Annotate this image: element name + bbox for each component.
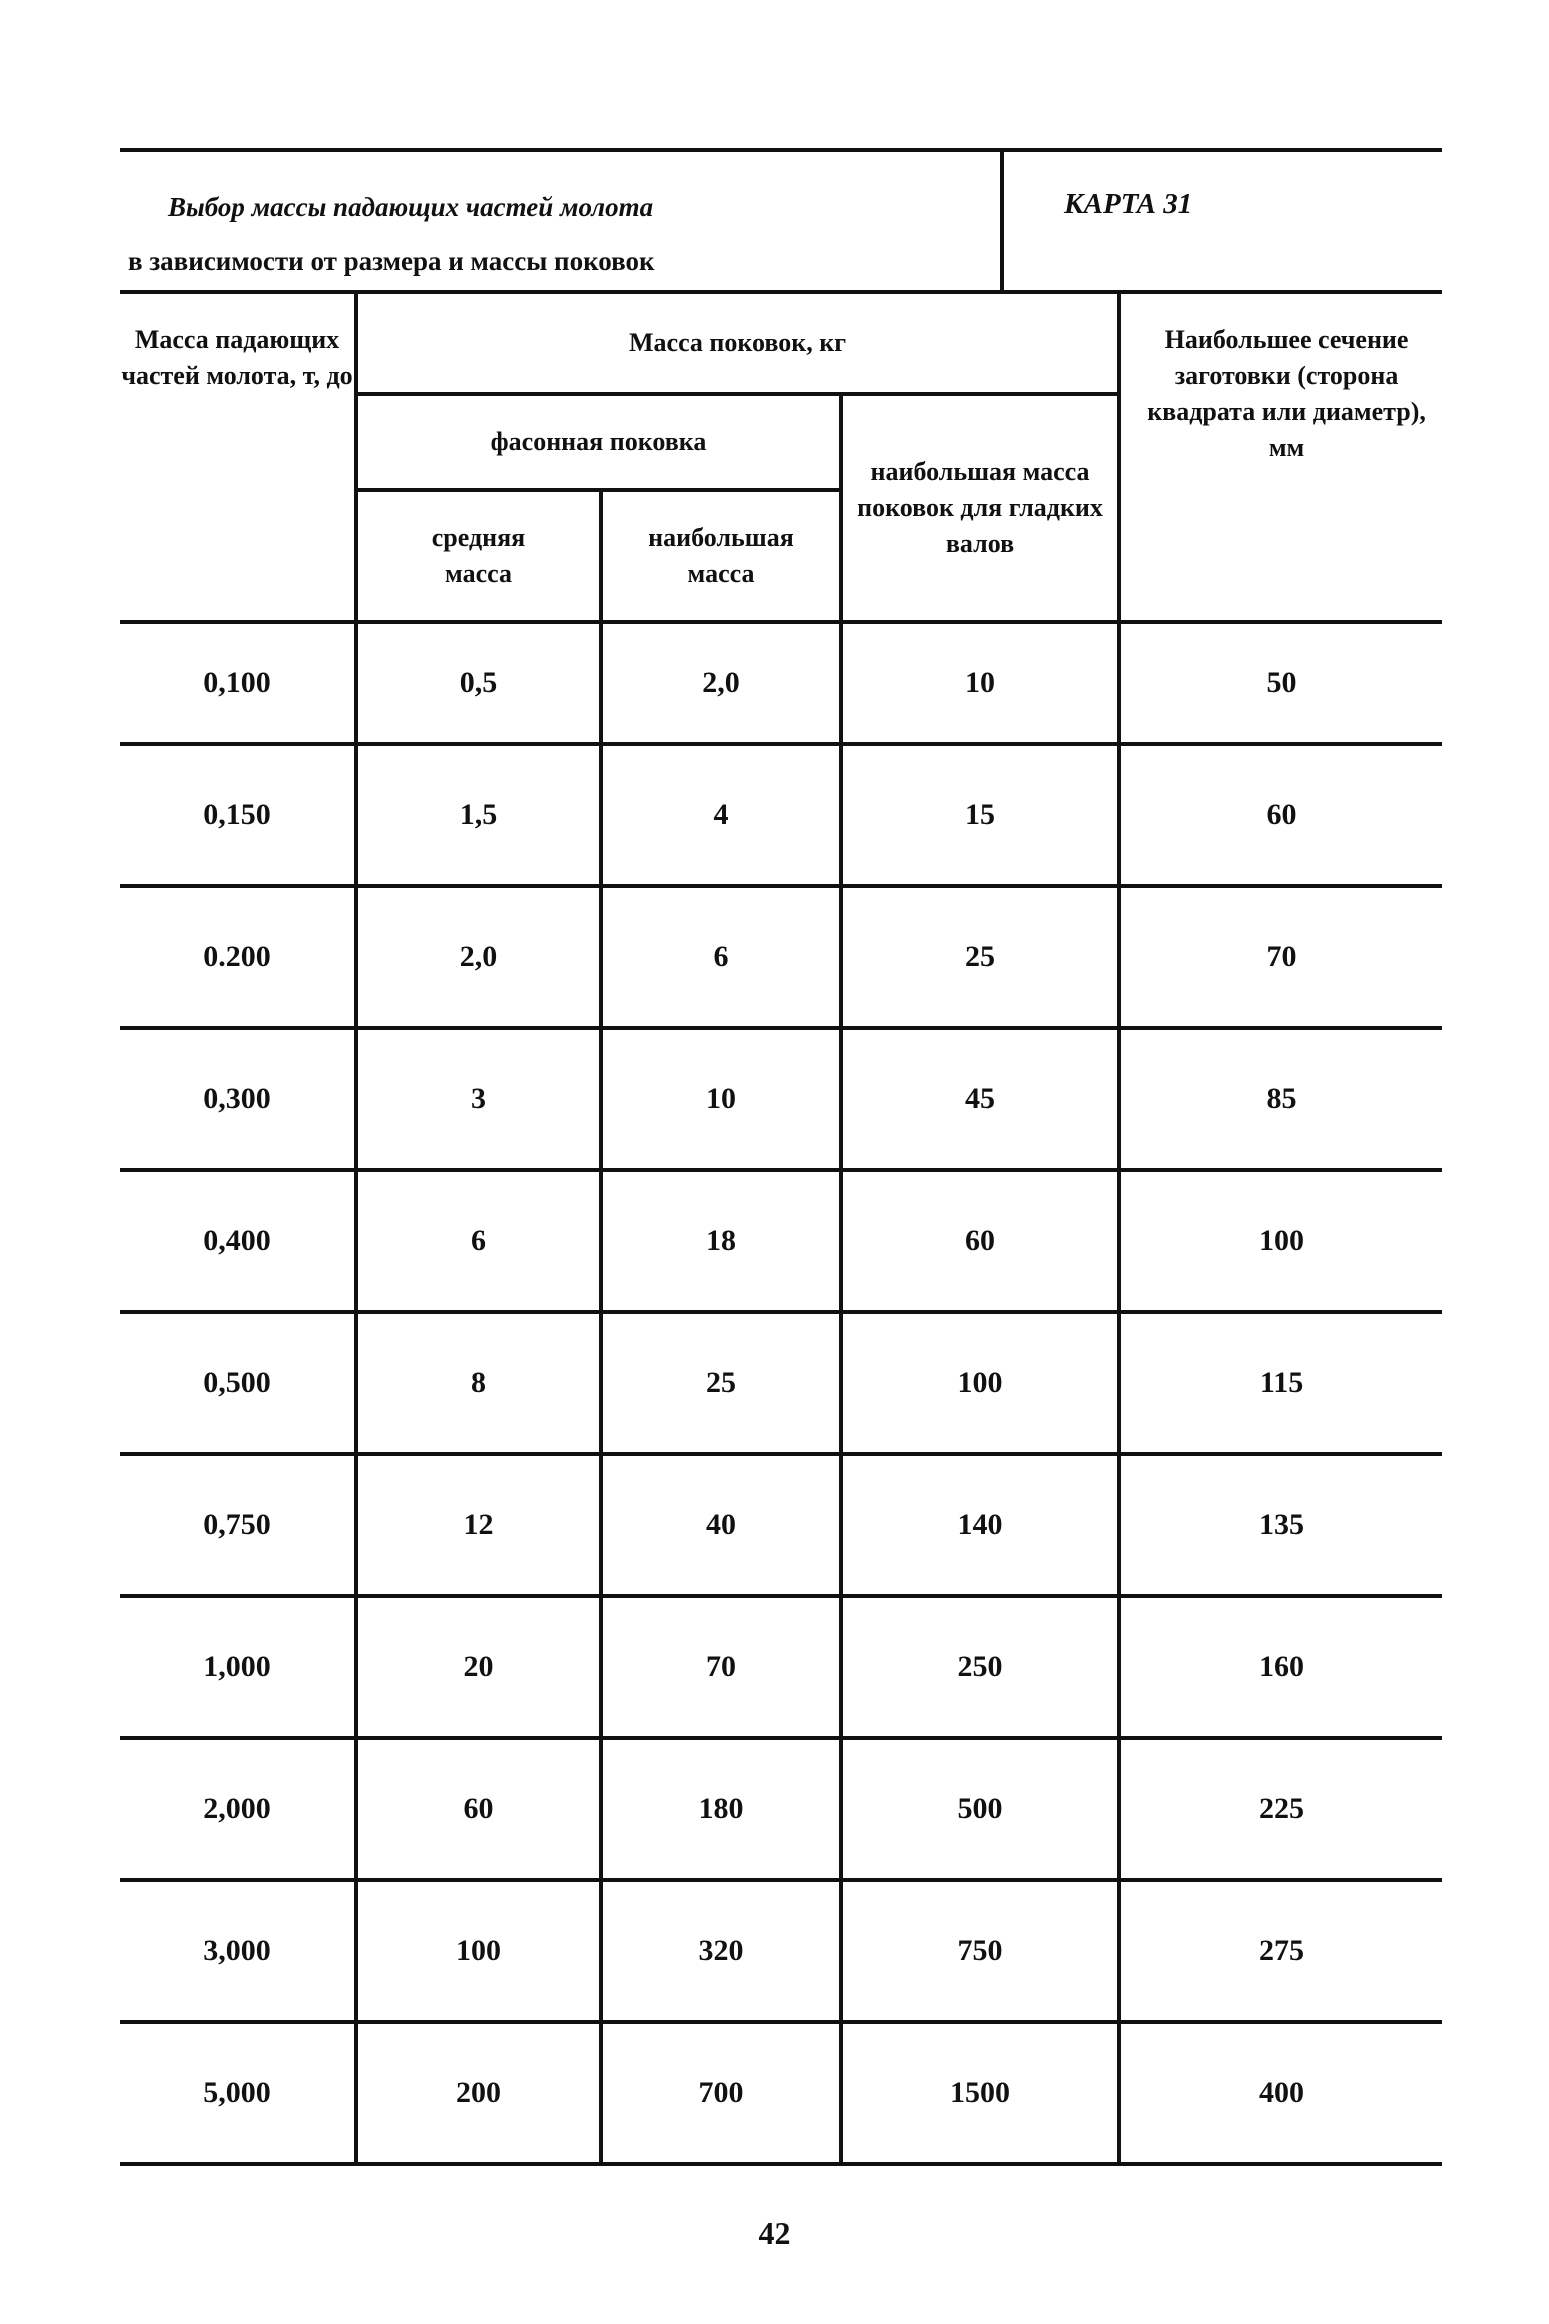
cell-average-mass: 6 [356, 1170, 601, 1312]
cell-average-mass: 60 [356, 1738, 601, 1880]
cell-largest-mass: 2,0 [601, 622, 841, 744]
cell-largest-mass: 40 [601, 1454, 841, 1596]
cell-largest-section: 50 [1119, 622, 1442, 744]
table-row [120, 886, 1442, 1028]
cell-largest-section: 400 [1119, 2022, 1442, 2164]
cell-largest-mass: 4 [601, 744, 841, 886]
card-number: КАРТА 31 [1064, 188, 1193, 220]
cell-average-mass: 20 [356, 1596, 601, 1738]
cell-average-mass: 3 [356, 1028, 601, 1170]
cell-largest-section: 85 [1119, 1028, 1442, 1170]
cell-largest-section: 70 [1119, 886, 1442, 1028]
cell-average-mass: 1,5 [356, 744, 601, 886]
table-row [120, 1454, 1442, 1596]
title-line-1: Выбор массы падающих частей молота [168, 192, 654, 222]
cell-smooth-shaft-mass: 140 [841, 1454, 1119, 1596]
table-row [120, 1028, 1442, 1170]
cell-average-mass: 100 [356, 1880, 601, 2022]
cell-smooth-shaft-mass: 45 [841, 1028, 1119, 1170]
cell-hammer-mass: 5,000 [120, 2022, 356, 2164]
cell-smooth-shaft-mass: 60 [841, 1170, 1119, 1312]
cell-smooth-shaft-mass: 15 [841, 744, 1119, 886]
cell-largest-mass: 6 [601, 886, 841, 1028]
cell-smooth-shaft-mass: 250 [841, 1596, 1119, 1738]
cell-hammer-mass: 0.200 [120, 886, 356, 1028]
cell-largest-section: 115 [1119, 1312, 1442, 1454]
cell-largest-mass: 25 [601, 1312, 841, 1454]
header-forging-mass: Масса поковок, кг [356, 294, 1119, 394]
cell-average-mass: 12 [356, 1454, 601, 1596]
cell-largest-mass: 70 [601, 1596, 841, 1738]
table-row [120, 1596, 1442, 1738]
cell-largest-mass: 180 [601, 1738, 841, 1880]
cell-hammer-mass: 0,400 [120, 1170, 356, 1312]
cell-average-mass: 2,0 [356, 886, 601, 1028]
cell-largest-section: 275 [1119, 1880, 1442, 2022]
title-line-2: в зависимости от размера и массы поковок [128, 246, 655, 276]
header-largest-mass: наибольшая масса [601, 490, 841, 622]
cell-smooth-shaft-mass: 25 [841, 886, 1119, 1028]
table-row [120, 1880, 1442, 2022]
cell-average-mass: 200 [356, 2022, 601, 2164]
table-row [120, 1738, 1442, 1880]
table-row [120, 2022, 1442, 2164]
table-row [120, 1170, 1442, 1312]
cell-hammer-mass: 0,150 [120, 744, 356, 886]
table-header-block [120, 148, 1442, 294]
page-number: 42 [758, 2215, 791, 2251]
header-shaped-forging: фасонная поковка [356, 394, 841, 490]
table-row [120, 744, 1442, 886]
cell-largest-mass: 320 [601, 1880, 841, 2022]
cell-smooth-shaft-mass: 1500 [841, 2022, 1119, 2164]
table-row [120, 622, 1442, 744]
table-body [120, 622, 1442, 2164]
document-page [120, 148, 1442, 2166]
table-title [120, 152, 1004, 290]
cell-largest-section: 60 [1119, 744, 1442, 886]
header-largest-smooth-shafts: наибольшая масса поковок для гладких валов [841, 394, 1119, 622]
cell-average-mass: 0,5 [356, 622, 601, 744]
cell-largest-section: 100 [1119, 1170, 1442, 1312]
cell-hammer-mass: 0,100 [120, 622, 356, 744]
header-largest-section: Наибольшее сечение заготовки (сторона квадрата или диаметр), мм [1119, 294, 1442, 622]
cell-hammer-mass: 0,300 [120, 1028, 356, 1170]
cell-hammer-mass: 2,000 [120, 1738, 356, 1880]
cell-hammer-mass: 0,500 [120, 1312, 356, 1454]
header-hammer-mass: Масса падающих частей молота, т, до [120, 294, 356, 622]
cell-smooth-shaft-mass: 500 [841, 1738, 1119, 1880]
cell-hammer-mass: 0,750 [120, 1454, 356, 1596]
cell-largest-section: 225 [1119, 1738, 1442, 1880]
cell-smooth-shaft-mass: 100 [841, 1312, 1119, 1454]
cell-average-mass: 8 [356, 1312, 601, 1454]
table-row [120, 1312, 1442, 1454]
cell-hammer-mass: 3,000 [120, 1880, 356, 2022]
cell-largest-mass: 700 [601, 2022, 841, 2164]
cell-smooth-shaft-mass: 10 [841, 622, 1119, 744]
hammer-mass-table [120, 294, 1442, 2166]
cell-largest-section: 160 [1119, 1596, 1442, 1738]
cell-largest-mass: 18 [601, 1170, 841, 1312]
cell-smooth-shaft-mass: 750 [841, 1880, 1119, 2022]
cell-hammer-mass: 1,000 [120, 1596, 356, 1738]
cell-largest-mass: 10 [601, 1028, 841, 1170]
cell-largest-section: 135 [1119, 1454, 1442, 1596]
header-average-mass: средняя масса [356, 490, 601, 622]
